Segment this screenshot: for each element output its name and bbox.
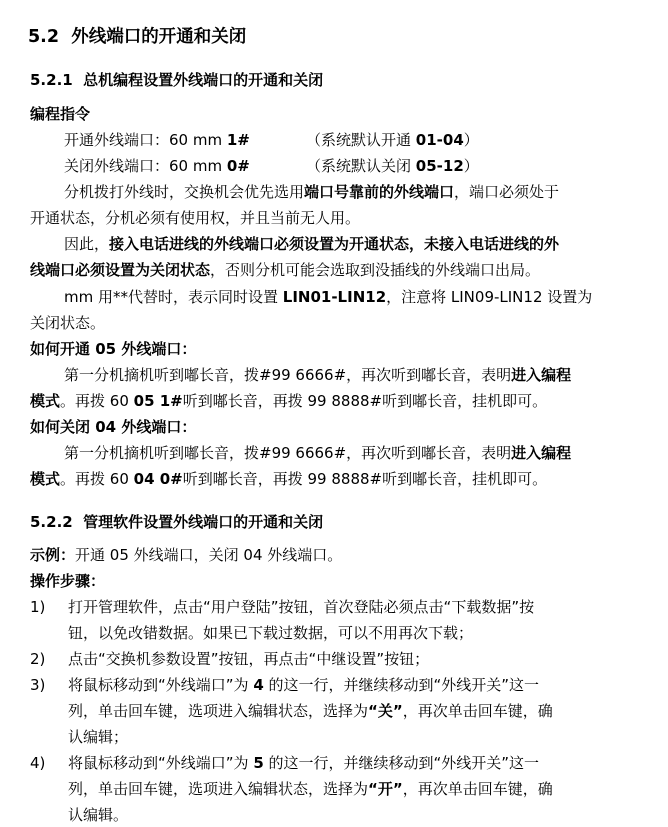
how-close-l2-bold-a: 模式 (30, 470, 61, 488)
how-open-heading-a: 如何开通 (30, 340, 96, 358)
step-4-l2-text-c: ，再次单击回车键，确 (402, 780, 553, 798)
how-close-heading-c: 外线端口： (116, 418, 197, 436)
step-3-l2-text-a: 列，单击回车键，选项进入编辑状态，选择为 (68, 702, 369, 720)
how-close-l2-text-d: 听到嘟长音，再拨 99 8888#听到嘟长音，挂机即可。 (182, 470, 548, 488)
step-3-line-2 (68, 701, 553, 721)
close-note-close: ） (463, 157, 479, 175)
close-command-line (64, 156, 250, 176)
open-note-close: ） (463, 131, 479, 149)
paragraph-3-line-2: 关闭状态。 (30, 314, 106, 332)
section-heading (28, 25, 246, 49)
open-note-range: 01-04 (415, 131, 464, 149)
subsection-title: 总机编程设置外线端口的开通和关闭 (83, 71, 324, 89)
how-open-l2-text-d: 听到嘟长音，再拨 99 8888#听到嘟长音，挂机即可。 (182, 392, 548, 410)
steps-heading: 操作步骤： (30, 572, 106, 590)
close-command-note (306, 156, 479, 176)
step-2-number: 2) (30, 650, 46, 668)
how-close-l1-text: 第一分机摘机听到嘟长音，拨#99 6666#，再次听到嘟长音，表明 (64, 444, 512, 462)
step-3-l1-text-a: 将鼠标移动到“外线端口”为 (68, 676, 254, 694)
subsection-heading-1 (30, 70, 323, 90)
step-1-line-2: 钮，以免改错数据。如果已下载过数据，可以不用再次下载； (68, 624, 474, 642)
subsection-2-title: 管理软件设置外线端口的开通和关闭 (83, 513, 324, 531)
p2-text-bold: 接入电话进线的外线端口必须设置为开通状态，未接入电话进线的外 (109, 235, 560, 253)
how-close-l1-bold: 进入编程 (511, 444, 572, 462)
how-close-heading-b: 04 (95, 418, 117, 436)
step-4-number: 4) (30, 754, 46, 772)
close-note-range: 05-12 (415, 157, 464, 175)
how-close-l2-text-b: 。再拨 60 (60, 470, 134, 488)
paragraph-3-line-1 (64, 287, 592, 307)
p2-text-a: 因此， (64, 235, 110, 253)
how-close-line-1 (64, 443, 571, 463)
paragraph-2-line-2 (30, 260, 540, 280)
how-open-l2-text-b: 。再拨 60 (60, 392, 134, 410)
step-3-number: 3) (30, 676, 46, 694)
step-3-l2-text-c: ，再次单击回车键，确 (402, 702, 553, 720)
step-4-l2-text-a: 列，单击回车键，选项进入编辑状态，选择为 (68, 780, 369, 798)
close-command-code-bold: 0# (226, 157, 250, 175)
p3-text-c: ，注意将 LIN09-LIN12 设置为 (386, 288, 593, 306)
p3-text-a: mm 用**代替时，表示同时设置 (64, 288, 283, 306)
how-close-line-2 (30, 469, 547, 489)
p1-text-a: 分机拨打外线时，交换机会优先选用 (64, 183, 305, 201)
step-4-l1-text-a: 将鼠标移动到“外线端口”为 (68, 754, 254, 772)
how-open-heading-b: 05 (95, 340, 117, 358)
open-note-text: （系统默认开通 (306, 131, 416, 149)
subsection-heading-2 (30, 512, 323, 532)
how-open-l1-text: 第一分机摘机听到嘟长音，拨#99 6666#，再次听到嘟长音，表明 (64, 366, 512, 384)
subsection-2-number: 5.2.2 (30, 513, 73, 531)
how-open-line-1 (64, 365, 571, 385)
close-command-code: 60 mm (169, 157, 227, 175)
step-3-line-3: 认编辑； (68, 728, 129, 746)
step-3-l2-bold: “关” (368, 702, 403, 720)
step-2-line-1: 点击“交换机参数设置”按钮，再点击“中继设置”按钮； (68, 650, 430, 668)
section-title: 外线端口的开通和关闭 (71, 27, 247, 47)
how-open-l2-bold-c: 05 1# (133, 392, 183, 410)
close-command-label: 关闭外线端口： (64, 157, 170, 175)
how-close-heading-a: 如何关闭 (30, 418, 96, 436)
step-4-line-3: 认编辑。 (68, 806, 129, 824)
how-open-l1-bold: 进入编程 (511, 366, 572, 384)
open-command-label: 开通外线端口： (64, 131, 170, 149)
how-open-line-2 (30, 391, 547, 411)
how-open-heading-c: 外线端口： (116, 340, 197, 358)
p3-text-bold: LIN01-LIN12 (282, 288, 387, 306)
step-4-l1-text-c: 的这一行，并继续移动到“外线开关”这一 (263, 754, 540, 772)
step-4-line-1 (68, 753, 539, 773)
step-3-l1-text-c: 的这一行，并继续移动到“外线开关”这一 (263, 676, 540, 694)
example-line (30, 545, 342, 565)
how-close-l2-bold-c: 04 0# (133, 470, 183, 488)
p2-line2-bold: 线端口必须设置为关闭状态 (30, 261, 211, 279)
p1-text-bold: 端口号靠前的外线端口 (304, 183, 455, 201)
p2-line2-text: ，否则分机可能会选取到没插线的外线端口出局。 (210, 261, 541, 279)
how-close-heading (30, 417, 196, 437)
open-command-code: 60 mm (169, 131, 227, 149)
close-note-text: （系统默认关闭 (306, 157, 416, 175)
example-label: 示例： (30, 546, 76, 564)
paragraph-1-line-2: 开通状态，分机必须有使用权，并且当前无人用。 (30, 209, 361, 227)
step-3-l1-bold: 4 (253, 676, 264, 694)
paragraph-2-line-1 (64, 234, 559, 254)
p1-text-c: ，端口必须处于 (454, 183, 560, 201)
open-command-line (64, 130, 250, 150)
open-command-note (306, 130, 479, 150)
how-open-heading (30, 339, 196, 359)
paragraph-1-line-1 (64, 182, 559, 202)
step-4-line-2 (68, 779, 553, 799)
how-open-l2-bold-a: 模式 (30, 392, 61, 410)
step-1-line-1: 打开管理软件，点击“用户登陆”按钮，首次登陆必须点击“下载数据”按 (68, 598, 535, 616)
step-4-l2-bold: “开” (368, 780, 403, 798)
step-3-line-1 (68, 675, 539, 695)
section-number: 5.2 (28, 27, 60, 47)
step-4-l1-bold: 5 (253, 754, 264, 772)
example-text: 开通 05 外线端口，关闭 04 外线端口。 (75, 546, 343, 564)
subsection-number: 5.2.1 (30, 71, 73, 89)
command-heading: 编程指令 (30, 105, 91, 123)
open-command-code-bold: 1# (226, 131, 250, 149)
step-1-number: 1) (30, 598, 46, 616)
